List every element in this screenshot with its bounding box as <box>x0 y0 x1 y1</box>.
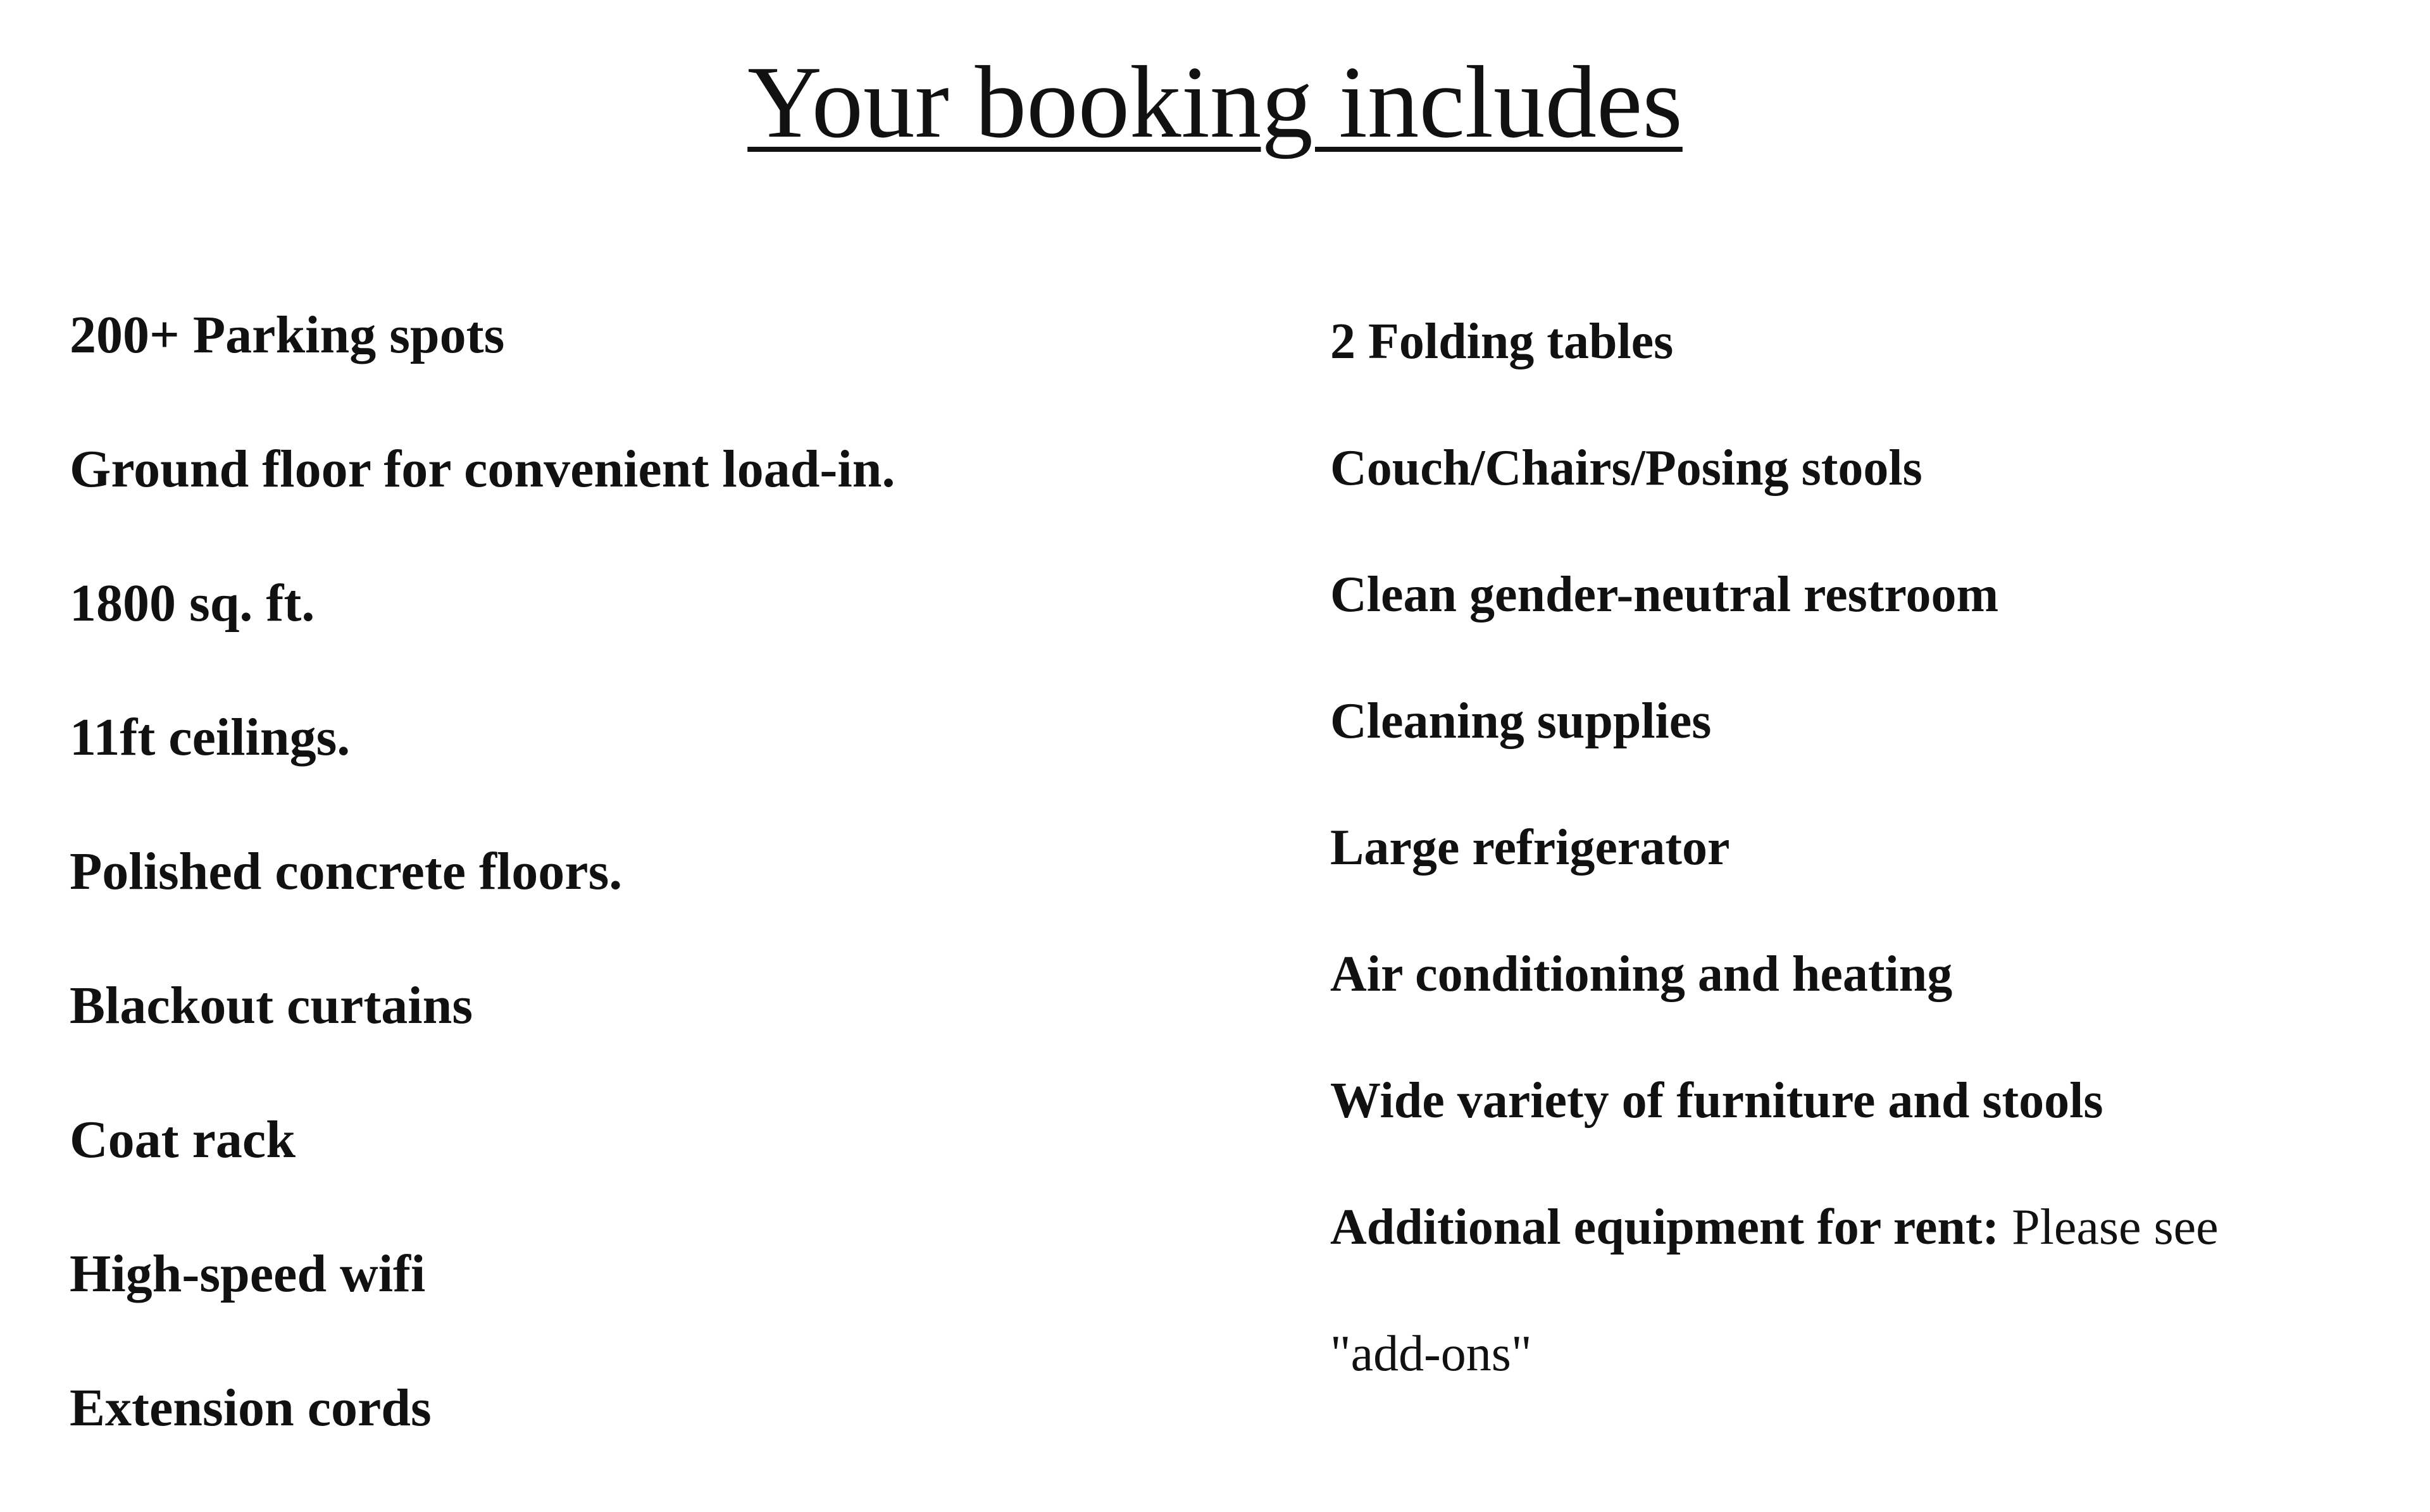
additional-equipment-item <box>1330 1189 2219 1265</box>
list-item: Polished concrete floors. <box>70 842 623 901</box>
list-item: 1800 sq. ft. <box>70 574 315 633</box>
list-item: Couch/Chairs/Posing stools <box>1330 440 1922 496</box>
list-item: Air conditioning and heating <box>1330 946 1953 1002</box>
list-item: Wide variety of furniture and stools <box>1330 1073 2103 1129</box>
list-item: 2 Folding tables <box>1330 314 1674 369</box>
list-item: Blackout curtains <box>70 976 473 1035</box>
list-item: Ground floor for convenient load-in. <box>70 440 895 499</box>
page-title: Your booking includes <box>747 46 1683 159</box>
list-item: High-speed wifi <box>70 1244 426 1303</box>
list-item: Coat rack <box>70 1110 296 1169</box>
list-item: Clean gender-neutral restroom <box>1330 567 1999 623</box>
list-item: Large refrigerator <box>1330 820 1730 876</box>
additional-equipment-text: Please see <box>2012 1199 2219 1255</box>
list-item: 200+ Parking spots <box>70 306 505 364</box>
additional-equipment-label: Additional equipment for rent: <box>1330 1199 2000 1255</box>
list-item: Cleaning supplies <box>1330 693 1712 749</box>
list-item: 11ft ceilings. <box>70 708 351 767</box>
additional-equipment-text-continued: "add-ons" <box>1330 1326 1532 1382</box>
list-item: Extension cords <box>70 1379 432 1437</box>
